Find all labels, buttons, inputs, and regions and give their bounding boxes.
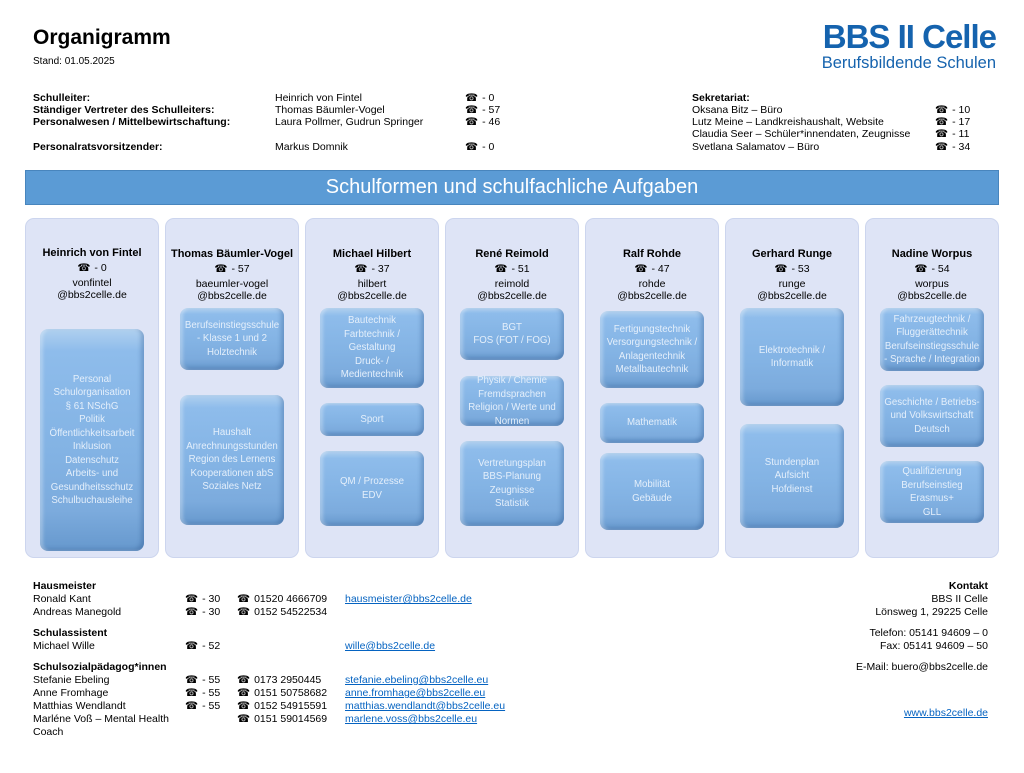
task-line: Gebäude	[632, 492, 672, 504]
phone-icon: ☎	[494, 263, 508, 275]
phone-icon: ☎	[77, 262, 91, 275]
person-name: Nadine Worpus	[891, 248, 973, 260]
role-phone	[465, 104, 500, 116]
email-user: baeumler-vogel	[195, 278, 269, 290]
person-name: Michael Hilbert	[332, 248, 412, 260]
contact-internal-phone	[185, 700, 237, 713]
task-box	[320, 403, 424, 436]
phone-icon: ☎	[237, 606, 251, 618]
phone-icon: ☎	[465, 140, 479, 153]
task-line: FOS (FOT / FOG)	[473, 335, 551, 346]
contact-group-title: Schulassistent	[33, 627, 108, 639]
task-line: Mobilität	[633, 479, 671, 490]
task-line: EDV	[362, 489, 382, 501]
kontakt-fax: Fax: 05141 94609 – 50	[879, 640, 988, 652]
sekretariat-row	[692, 116, 970, 128]
task-line: Fertigungstechnik	[613, 323, 691, 335]
contact-email-cell	[345, 700, 505, 713]
person-phone	[494, 263, 529, 275]
task-line: Stundenplan	[764, 456, 820, 468]
task-line: Kooperationen abS	[190, 467, 274, 479]
phone-icon: ☎	[465, 92, 479, 104]
person-name: Thomas Bäumler-Vogel	[170, 248, 294, 260]
role-person: Laura Pollmer, Gudrun Springer	[275, 116, 424, 129]
phone-icon: ☎	[935, 128, 949, 141]
sekretariat-block	[692, 92, 970, 153]
phone-number: 0151 59014569	[254, 713, 328, 725]
org-column-6	[725, 218, 859, 558]
task-box	[600, 403, 704, 443]
task-line: Aufsicht	[774, 470, 810, 482]
task-line: Religion / Werte und Normen	[468, 402, 556, 427]
person-name: Ralf Rohde	[622, 248, 682, 260]
task-line: Erasmus+	[910, 493, 954, 504]
phone-icon: ☎	[465, 104, 479, 117]
contact-groups	[33, 580, 505, 739]
org-column-2	[165, 218, 299, 558]
kontakt-block	[856, 580, 988, 720]
task-line: Anrechnungsstunden	[186, 440, 278, 452]
task-line: Berufseinstieg	[901, 479, 963, 491]
phone-ext: - 51	[511, 263, 530, 275]
task-line: Physik / Chemie	[477, 375, 547, 386]
phone-icon: ☎	[237, 713, 251, 725]
task-line: Vertretungsplan	[478, 457, 546, 469]
contact-row	[33, 640, 505, 653]
phone-ext: - 57	[231, 263, 250, 275]
task-box	[460, 308, 564, 360]
phone-ext: - 0	[482, 140, 495, 153]
email-user: hilbert	[357, 278, 387, 290]
task-line: Mathematik	[626, 417, 678, 429]
contact-name: Ronald Kant	[33, 593, 91, 605]
org-column-3	[305, 218, 439, 558]
task-line: - Sprache / Integration	[884, 354, 980, 365]
task-box	[880, 308, 984, 371]
contact-row	[33, 606, 505, 619]
phone-icon: ☎	[354, 263, 368, 275]
role-person: Markus Domnik	[275, 140, 348, 153]
contact-internal-phone	[185, 640, 237, 653]
task-line: Soziales Netz	[202, 481, 262, 493]
role-phone	[465, 116, 500, 128]
phone-ext: - 53	[791, 263, 810, 275]
staff-name: Oksana Bitz – Büro	[692, 104, 783, 116]
contact-mobile-phone	[237, 640, 345, 653]
email-user: runge	[778, 278, 806, 290]
phone-icon: ☎	[185, 593, 199, 605]
date-stamp: Stand: 01.05.2025	[33, 56, 115, 67]
contact-email-cell	[345, 713, 505, 739]
staff-phone	[935, 128, 970, 140]
phone-number: 01520 4666709	[254, 593, 328, 605]
task-line: QM / Prozesse	[339, 476, 405, 487]
contact-email-cell	[345, 606, 505, 619]
contact-name: Michael Wille	[33, 640, 95, 652]
logo-subtitle: Berufsbildende Schulen	[821, 54, 996, 72]
contact-row	[33, 593, 505, 606]
person-name: René Reimold	[475, 248, 549, 260]
task-line: Farbtechnik / Gestaltung	[344, 328, 400, 354]
task-line: Sport	[360, 413, 384, 425]
contact-email-cell	[345, 640, 505, 653]
phone-ext: - 55	[202, 687, 221, 699]
task-line: Metallbautechnik	[615, 364, 689, 375]
contact-name: Andreas Manegold	[33, 606, 122, 618]
role-label: Ständiger Vertreter des Schulleiters:	[33, 104, 215, 117]
task-box	[740, 308, 844, 406]
sekretariat-row	[692, 104, 970, 116]
email-domain: @bbs2celle.de	[337, 290, 407, 302]
task-line: Deutsch	[914, 423, 950, 435]
task-box	[880, 385, 984, 447]
school-logo	[822, 20, 996, 73]
contact-row	[33, 674, 505, 687]
phone-icon: ☎	[237, 593, 251, 605]
phone-icon: ☎	[237, 674, 251, 686]
task-line: Personal	[72, 373, 112, 385]
task-line: Statistik	[495, 498, 529, 509]
phone-ext: - 57	[482, 104, 501, 117]
contact-email-cell	[345, 593, 505, 606]
contact-name: Anne Fromhage	[33, 687, 109, 699]
person-phone	[77, 262, 106, 274]
staff-phone	[935, 116, 970, 128]
email-user: worpus	[915, 278, 949, 290]
phone-icon: ☎	[935, 104, 949, 116]
contact-email-link[interactable]: wille@bbs2celle.de	[345, 640, 436, 652]
person-email	[337, 278, 407, 302]
phone-ext: - 46	[482, 116, 501, 129]
email-domain: @bbs2celle.de	[897, 290, 967, 302]
task-line: BBS-Planung	[482, 471, 542, 482]
task-box	[880, 461, 984, 523]
phone-ext: - 0	[94, 262, 107, 275]
kontakt-phone: Telefon: 05141 94609 – 0	[869, 627, 988, 639]
phone-icon: ☎	[185, 687, 199, 699]
contact-name: Stefanie Ebeling	[33, 674, 110, 686]
phone-ext: - 52	[202, 640, 221, 652]
email-domain: @bbs2celle.de	[617, 290, 687, 302]
contact-mobile-phone	[237, 593, 345, 606]
email-user: rohde	[638, 278, 666, 290]
phone-ext: - 11	[952, 128, 970, 141]
staff-phone	[935, 104, 970, 116]
task-line: Zeugnisse	[489, 484, 535, 496]
phone-number: 0151 50758682	[254, 687, 328, 699]
contact-mobile-phone	[237, 606, 345, 619]
role-phone	[465, 92, 500, 104]
contact-internal-phone	[185, 687, 237, 700]
leadership-block	[33, 92, 500, 153]
contact-mobile-phone	[237, 700, 345, 713]
task-box	[40, 329, 144, 551]
task-line: Bautechnik	[348, 315, 396, 327]
leadership-row	[33, 92, 500, 104]
phone-number: 0152 54915591	[254, 700, 328, 712]
email-domain: @bbs2celle.de	[57, 289, 127, 302]
org-column-5	[585, 218, 719, 558]
task-box	[600, 453, 704, 530]
contact-row	[33, 700, 505, 713]
contact-email-cell	[345, 674, 505, 687]
role-person: Heinrich von Fintel	[275, 92, 362, 104]
contact-group-title: Hausmeister	[33, 580, 97, 592]
phone-ext: - 30	[202, 593, 221, 605]
task-line: Inklusion	[72, 441, 112, 453]
phone-icon: ☎	[237, 687, 251, 699]
contact-internal-phone	[185, 606, 237, 619]
org-column-1	[25, 218, 159, 558]
task-line: Politik	[79, 414, 105, 426]
phone-icon: ☎	[185, 606, 199, 618]
person-name: Gerhard Runge	[751, 248, 833, 260]
task-line: Schulorganisation	[53, 387, 131, 399]
person-email	[477, 278, 547, 302]
contact-email-link[interactable]: stefanie.ebeling@bbs2celle.eu	[345, 674, 489, 686]
phone-ext: - 55	[202, 700, 221, 712]
logo-title: BBS II Celle	[822, 18, 996, 55]
task-line: Arbeits- und Gesundheitsschutz	[50, 468, 134, 493]
person-email	[57, 277, 127, 301]
task-line: Holztechnik	[206, 346, 258, 358]
task-line: Region des Lernens	[188, 454, 276, 466]
phone-number: 0152 54522534	[254, 606, 328, 618]
task-line: Fremdsprachen	[478, 388, 546, 400]
sekretariat-row	[692, 141, 970, 153]
staff-name: Svetlana Salamatov – Büro	[692, 140, 820, 153]
task-line: Druck- / Medientechnik	[340, 355, 404, 381]
task-box	[460, 441, 564, 526]
contact-name: Marléne Voß – Mental Health Coach	[33, 713, 169, 738]
person-email	[897, 278, 967, 302]
contact-internal-phone	[185, 674, 237, 687]
task-line: Qualifizierung	[902, 466, 962, 477]
phone-ext: - 54	[931, 263, 950, 275]
task-box	[600, 311, 704, 388]
staff-name: Lutz Meine – Landkreishaushalt, Website	[692, 116, 884, 129]
contact-name: Matthias Wendlandt	[33, 700, 126, 712]
task-line: Öffentlichkeitsarbeit	[49, 427, 135, 439]
person-phone	[354, 263, 389, 275]
contact-internal-phone	[185, 713, 237, 739]
phone-icon: ☎	[935, 140, 949, 153]
contact-email-cell	[345, 687, 505, 700]
contact-email-link[interactable]: anne.fromhage@bbs2celle.eu	[345, 687, 486, 699]
phone-icon: ☎	[185, 700, 199, 712]
phone-ext: - 10	[952, 104, 971, 116]
phone-ext: - 0	[482, 92, 495, 104]
task-line: GLL	[922, 506, 942, 518]
phone-number: 0173 2950445	[254, 674, 322, 686]
email-domain: @bbs2celle.de	[757, 290, 827, 302]
task-box	[460, 376, 564, 426]
email-domain: @bbs2celle.de	[197, 290, 267, 302]
org-column-7	[865, 218, 999, 558]
staff-name: Claudia Seer – Schüler*innendaten, Zeugnisse	[692, 128, 911, 141]
task-line: - Klasse 1 und 2	[196, 333, 267, 345]
contact-mobile-phone	[237, 713, 345, 739]
phone-ext: - 37	[371, 263, 390, 275]
phone-icon: ☎	[185, 640, 199, 652]
leadership-row	[33, 141, 500, 153]
phone-icon: ☎	[774, 263, 788, 275]
email-domain: @bbs2celle.de	[477, 290, 547, 302]
task-line: Versorgungstechnik / Anlagentechnik	[606, 337, 698, 362]
contact-row	[33, 687, 505, 700]
task-box	[180, 308, 284, 370]
sekretariat-title: Sekretariat:	[692, 92, 750, 104]
task-line: Schulbuchausleihe	[51, 495, 133, 507]
phone-icon: ☎	[465, 116, 479, 129]
phone-icon: ☎	[237, 700, 251, 712]
website-link[interactable]: www.bbs2celle.de	[903, 707, 988, 719]
sekretariat-row	[692, 128, 970, 140]
contact-mobile-phone	[237, 687, 345, 700]
person-name: Heinrich von Fintel	[42, 247, 142, 260]
person-email	[617, 278, 687, 302]
contact-email-link[interactable]: matthias.wendlandt@bbs2celle.eu	[345, 700, 506, 712]
contact-group-title: Schulsozialpädagog*innen	[33, 661, 167, 673]
phone-ext: - 34	[952, 140, 971, 153]
phone-ext: - 30	[202, 606, 221, 618]
task-box	[320, 308, 424, 388]
kontakt-school: BBS II Celle	[931, 593, 988, 605]
task-line: Geschichte / Betriebs- und Volkswirtschaft	[884, 396, 980, 422]
task-line: Hofdienst	[771, 483, 813, 495]
contact-email-link[interactable]: marlene.voss@bbs2celle.eu	[345, 713, 478, 725]
contact-mobile-phone	[237, 674, 345, 687]
phone-icon: ☎	[935, 116, 949, 129]
role-label: Personalratsvorsitzender:	[33, 140, 163, 153]
phone-icon: ☎	[634, 263, 648, 275]
org-column-4	[445, 218, 579, 558]
contact-email-link[interactable]: hausmeister@bbs2celle.de	[345, 593, 472, 605]
kontakt-address: Lönsweg 1, 29225 Celle	[875, 606, 988, 618]
person-phone	[914, 263, 949, 275]
task-line: Berufseinstiegsschule	[184, 319, 280, 331]
task-line: Datenschutz	[65, 454, 119, 466]
leadership-row	[33, 116, 500, 128]
kontakt-title: Kontakt	[948, 580, 988, 592]
contact-row	[33, 713, 505, 739]
task-box	[740, 424, 844, 528]
section-banner: Schulformen und schulfachliche Aufgaben	[25, 170, 999, 205]
phone-ext: - 55	[202, 674, 221, 686]
phone-icon: ☎	[214, 263, 228, 275]
task-line: Fahrzeugtechnik / Fluggerättechnik	[893, 313, 971, 338]
role-person: Thomas Bäumler-Vogel	[275, 104, 385, 117]
person-email	[757, 278, 827, 302]
staff-phone	[935, 141, 970, 153]
contact-internal-phone	[185, 593, 237, 606]
phone-ext: - 17	[952, 116, 971, 129]
role-label: Schulleiter:	[33, 92, 91, 104]
leadership-row	[33, 104, 500, 116]
email-user: reimold	[494, 278, 530, 290]
email-user: vonfintel	[72, 277, 112, 290]
org-columns	[25, 218, 999, 558]
phone-ext: - 47	[651, 263, 670, 275]
person-phone	[774, 263, 809, 275]
task-box	[320, 451, 424, 526]
person-phone	[214, 263, 249, 275]
kontakt-email: E-Mail: buero@bbs2celle.de	[855, 661, 988, 673]
task-line: Elektrotechnik / Informatik	[758, 344, 826, 369]
phone-icon: ☎	[914, 263, 928, 275]
task-box	[180, 395, 284, 525]
task-line: BGT	[502, 321, 522, 333]
task-line: Berufseinstiegsschule	[884, 340, 980, 352]
person-phone	[634, 263, 669, 275]
role-phone	[465, 141, 500, 153]
person-email	[196, 278, 268, 302]
phone-icon: ☎	[185, 674, 199, 686]
role-label: Personalwesen / Mittelbewirtschaftung:	[33, 116, 231, 129]
task-line: § 61 NSchG	[65, 400, 119, 412]
task-line: Haushalt	[212, 427, 252, 439]
page-title: Organigramm	[33, 26, 171, 49]
